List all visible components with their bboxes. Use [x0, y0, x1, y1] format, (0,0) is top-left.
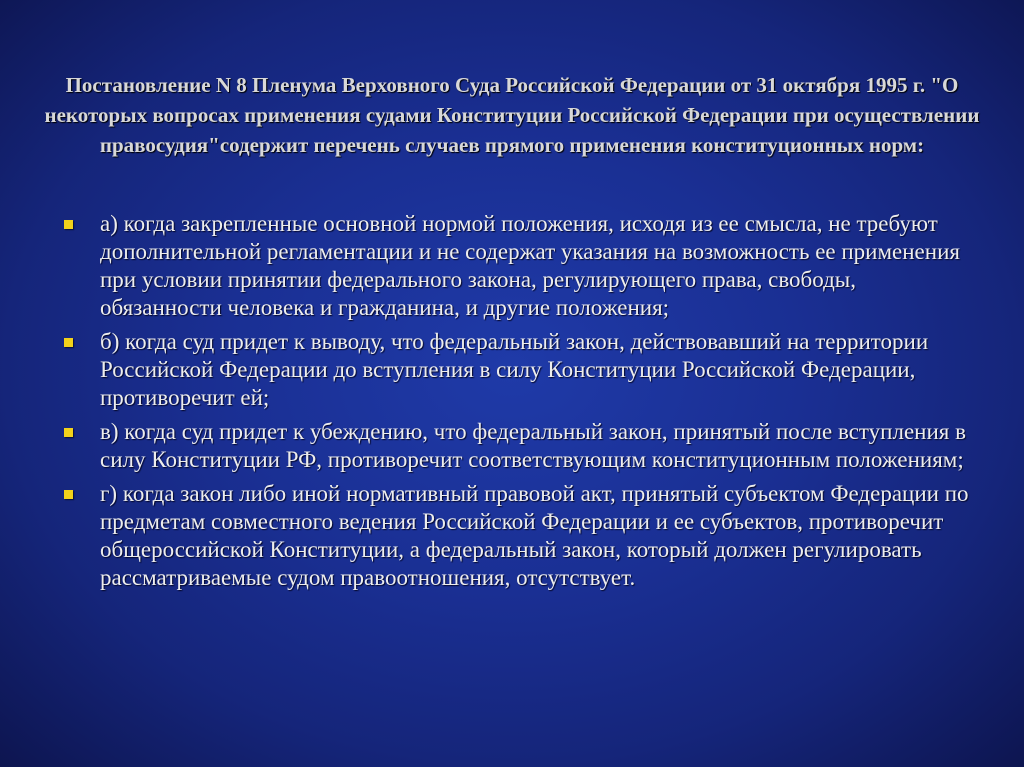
square-bullet-icon: [64, 220, 73, 229]
list-item: [60, 210, 970, 322]
square-bullet-icon: [64, 338, 73, 347]
list-item: [60, 480, 970, 592]
list-item-text: в) когда суд придет к убеждению, что федеральный закон, принятый после вступления в силу Конституции РФ, противоречит соответствующим конституционным положениям;: [100, 419, 966, 472]
bullet-list: [60, 210, 970, 598]
slide-title: Постановление N 8 Пленума Верховного Суда Российской Федерации от 31 октября 1995 г. "О некоторых вопросах применения судами Конституции Российской Федерации при осуществлении правосудия"содержит перечень случаев прямого применения конституционных норм:: [44, 73, 980, 157]
square-bullet-icon: [64, 490, 73, 499]
list-item: [60, 328, 970, 412]
list-item-text: г) когда закон либо иной нормативный правовой акт, принятый субъектом Федерации по предметам совместного ведения Российской Федерации и ее субъектов, противоречит общероссийской Конституции, а федеральный закон, который должен регулировать рассматриваемые судом правоотношения, отсутствует.: [100, 481, 969, 590]
list-item: [60, 418, 970, 474]
list-item-text: а) когда закрепленные основной нормой положения, исходя из ее смысла, не требуют дополнительной регламентации и не содержат указания на возможность ее применения при условии принятии федерального закона, регулирующего права, свободы, обязанности человека и гражданина, и другие положения;: [100, 211, 960, 320]
square-bullet-icon: [64, 428, 73, 437]
list-item-text: б) когда суд придет к выводу, что федеральный закон, действовавший на территории Российской Федерации до вступления в силу Конституции Российской Федерации, противоречит ей;: [100, 329, 929, 410]
